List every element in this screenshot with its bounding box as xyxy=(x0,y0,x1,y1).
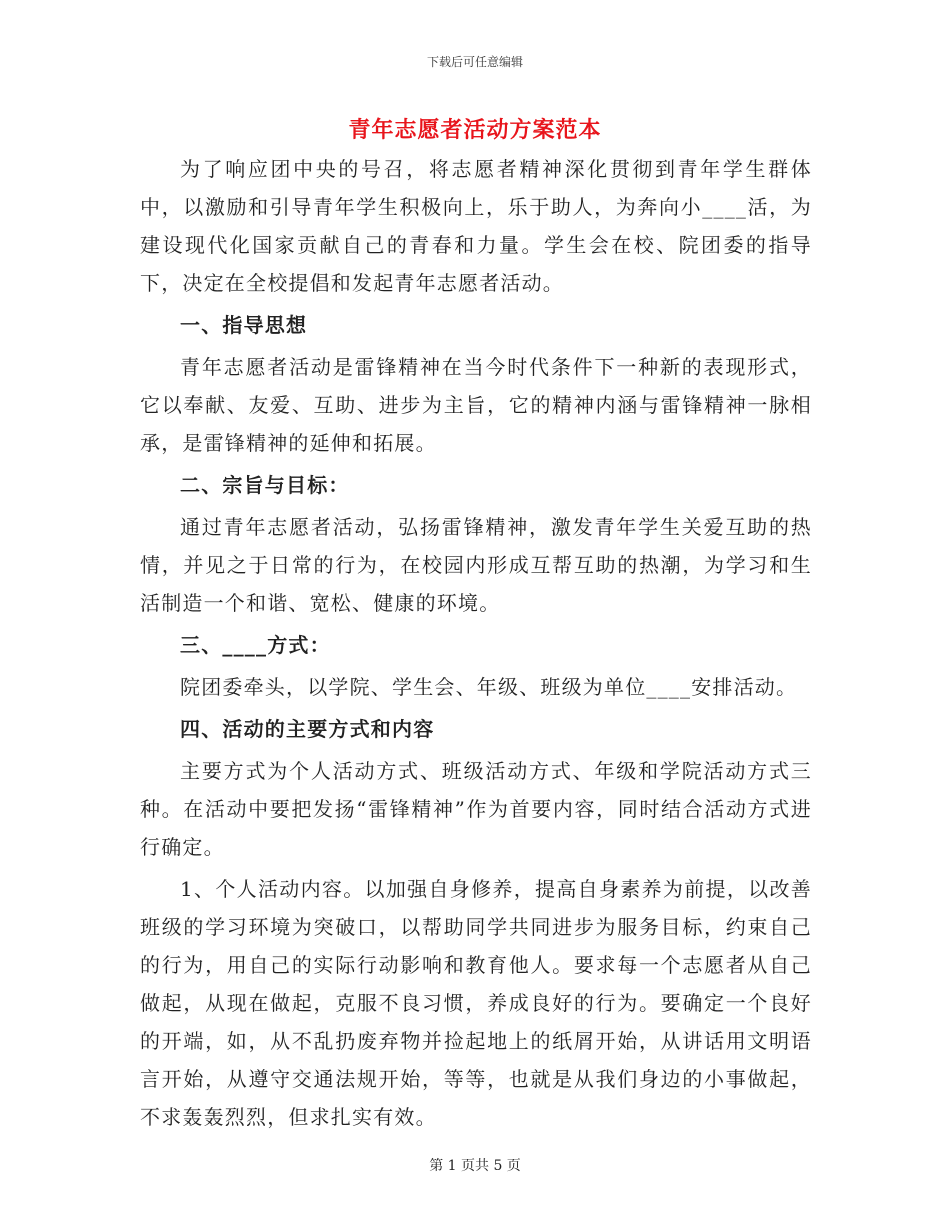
paragraph-intro: 为了响应团中央的号召，将志愿者精神深化贯彻到青年学生群体中，以激励和引导青年学生积极向上，乐于助人，为奔向小____活，为建设现代化国家贡献自己的青春和力量。学生会在校、院团委的指导下，决定在全校提倡和发起青年志愿者活动。 xyxy=(140,157,812,295)
heading-method: 三、____方式： xyxy=(180,633,331,657)
heading-activity-content: 四、活动的主要方式和内容 xyxy=(180,717,435,741)
paragraph-method: 院团委牵头，以学院、学生会、年级、班级为单位____安排活动。 xyxy=(180,675,798,699)
document-body xyxy=(140,150,812,1140)
document-title: 青年志愿者活动方案范本 xyxy=(348,117,602,143)
paragraph-individual-activity: 1、个人活动内容。以加强自身修养，提高自身素养为前提，以改善班级的学习环境为突破口，以帮助同学共同进步为服务目标，约束自己的行为，用自己的实际行动影响和教育他人。要求每一个志愿者从自己做起，从现在做起，克服不良习惯，养成良好的行为。要确定一个良好的开端，如，从不乱扔废弃物并捡起地上的纸屑开始，从讲话用文明语言开始，从遵守交通法规开始，等等，也就是从我们身边的小事做起，不求轰轰烈烈，但求扎实有效。 xyxy=(140,877,812,1129)
paragraph-purpose-goals: 通过青年志愿者活动，弘扬雷锋精神，激发青年学生关爱互助的热情，并见之于日常的行为，在校园内形成互帮互助的热潮，为学习和生活制造一个和谐、宽松、健康的环境。 xyxy=(140,515,812,615)
paragraph-activity-methods: 主要方式为个人活动方式、班级活动方式、年级和学院活动方式三种。在活动中要把发扬“雷锋精神”作为首要内容，同时结合活动方式进行确定。 xyxy=(140,759,812,859)
heading-purpose-goals: 二、宗旨与目标： xyxy=(180,473,350,497)
paragraph-guiding-ideology: 青年志愿者活动是雷锋精神在当今时代条件下一种新的表现形式，它以奉献、友爱、互助、进步为主旨，它的精神内涵与雷锋精神一脉相承，是雷锋精神的延伸和拓展。 xyxy=(140,355,812,455)
page-footer: 第 1 页共 5 页 xyxy=(429,1158,521,1174)
page-header: 下载后可任意编辑 xyxy=(426,55,523,69)
heading-guiding-ideology: 一、指导思想 xyxy=(180,313,308,337)
